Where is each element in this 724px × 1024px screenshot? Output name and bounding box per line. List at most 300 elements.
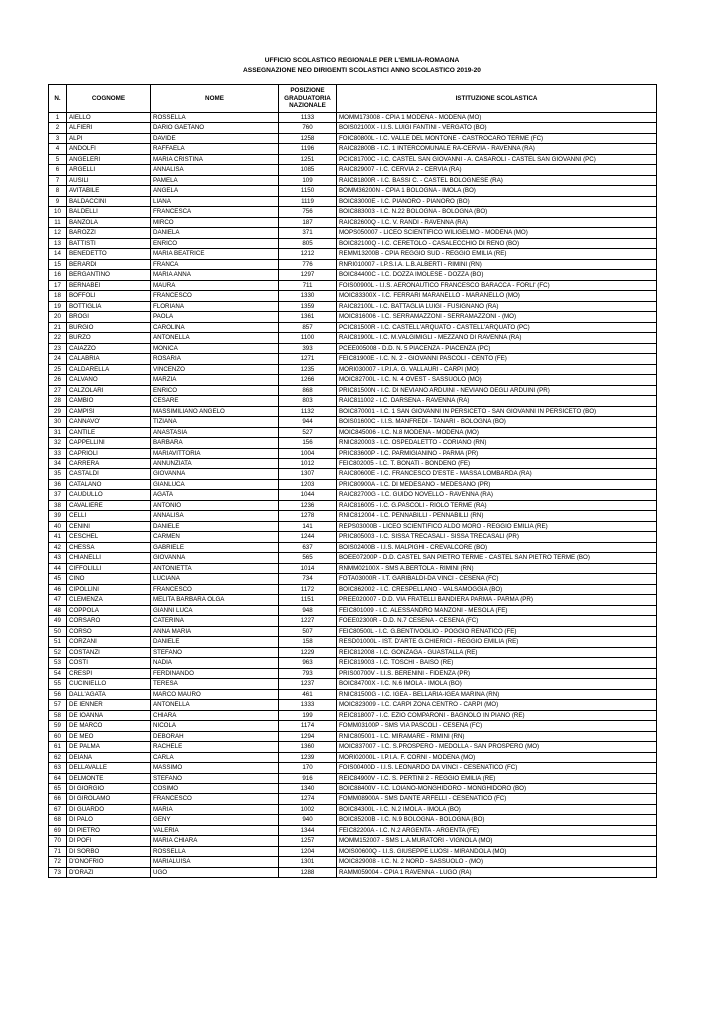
row-number: 65 — [49, 784, 67, 794]
ranking-cell: 1294 — [279, 731, 337, 741]
surname-cell: CALVANO — [67, 375, 151, 385]
name-cell: FRANCESCO — [151, 584, 279, 594]
name-cell: CAROLINA — [151, 322, 279, 332]
table-row — [49, 417, 657, 427]
table-row — [49, 312, 657, 322]
surname-cell: CLEMENZA — [67, 595, 151, 605]
name-cell: FERDINANDO — [151, 668, 279, 678]
name-cell: MARIALUISA — [151, 857, 279, 867]
ranking-cell: 805 — [279, 238, 337, 248]
ranking-cell: 1330 — [279, 291, 337, 301]
surname-cell: CHIANELLI — [67, 553, 151, 563]
ranking-cell: 1204 — [279, 846, 337, 856]
table-row — [49, 238, 657, 248]
table-row — [49, 375, 657, 385]
assignment-table — [48, 84, 657, 878]
row-number: 12 — [49, 228, 67, 238]
ranking-cell: 461 — [279, 689, 337, 699]
ranking-cell: 507 — [279, 626, 337, 636]
surname-cell: ALPI — [67, 133, 151, 143]
document-title-office: UFFICIO SCOLASTICO REGIONALE PER L'EMILIA-ROMAGNA — [264, 57, 460, 64]
name-cell: LIANA — [151, 196, 279, 206]
table-row — [49, 343, 657, 353]
surname-cell: CIPOLLINI — [67, 584, 151, 594]
name-cell: MASSIMILIANO ANGELO — [151, 406, 279, 416]
row-number: 23 — [49, 343, 67, 353]
row-number: 50 — [49, 626, 67, 636]
surname-cell: CAMBIO — [67, 396, 151, 406]
table-row — [49, 553, 657, 563]
table-row — [49, 574, 657, 584]
ranking-cell: 1172 — [279, 584, 337, 594]
row-number: 68 — [49, 815, 67, 825]
name-cell: ANGELA — [151, 186, 279, 196]
table-row — [49, 259, 657, 269]
school-cell: BOEE07200P - D.D. CASTEL SAN PIETRO TERME - CASTEL SAN PIETRO TERME (BO) — [337, 553, 657, 563]
row-number: 66 — [49, 794, 67, 804]
ranking-cell: 1150 — [279, 186, 337, 196]
name-cell: CATERINA — [151, 616, 279, 626]
table-row — [49, 511, 657, 521]
table-row — [49, 123, 657, 133]
school-cell: RNIC812004 - I.C. PENNABILLI - PENNABILLI (RN) — [337, 511, 657, 521]
name-cell: FRANCESCO — [151, 291, 279, 301]
ranking-cell: 916 — [279, 773, 337, 783]
ranking-cell: 1085 — [279, 165, 337, 175]
name-cell: GIANNI LUCA — [151, 605, 279, 615]
name-cell: MARIAVITTORIA — [151, 448, 279, 458]
surname-cell: AVITABILE — [67, 186, 151, 196]
surname-cell: DE IOANNA — [67, 710, 151, 720]
name-cell: FRANCESCO — [151, 794, 279, 804]
row-number: 28 — [49, 396, 67, 406]
school-cell: FEIC82200A - I.C. N.2 ARGENTA - ARGENTA (FE) — [337, 825, 657, 835]
table-row — [49, 385, 657, 395]
surname-cell: BURZO — [67, 333, 151, 343]
table-row — [49, 846, 657, 856]
ranking-cell: 1307 — [279, 469, 337, 479]
table-row — [49, 175, 657, 185]
table-row — [49, 532, 657, 542]
row-number: 21 — [49, 322, 67, 332]
row-number: 48 — [49, 605, 67, 615]
ranking-cell: 1236 — [279, 500, 337, 510]
school-cell: MOMM173008 - CPIA 1 MODENA - MODENA (MO) — [337, 113, 657, 123]
ranking-cell: 711 — [279, 280, 337, 290]
school-cell: RAIC80600E - I.C. FRANCESCO D'ESTE - MASSA LOMBARDA (RA) — [337, 469, 657, 479]
ranking-cell: 1012 — [279, 458, 337, 468]
table-row — [49, 322, 657, 332]
table-row — [49, 427, 657, 437]
name-cell: MASSIMO — [151, 763, 279, 773]
name-cell: ANTONIETTA — [151, 563, 279, 573]
surname-cell: DELLAVALLE — [67, 763, 151, 773]
surname-cell: BOFFOLI — [67, 291, 151, 301]
name-cell: RAFFAELA — [151, 144, 279, 154]
name-cell: NICOLA — [151, 721, 279, 731]
table-row — [49, 825, 657, 835]
surname-cell: ANGELERI — [67, 154, 151, 164]
table-row — [49, 605, 657, 615]
table-row — [49, 668, 657, 678]
ranking-cell: 1297 — [279, 270, 337, 280]
name-cell: MELITA BARBARA OLGA — [151, 595, 279, 605]
school-cell: RAIC81900L - I.C. M.VALGIMIGLI - MEZZANO DI RAVENNA (RA) — [337, 333, 657, 343]
school-cell: FOIS00900L - I.I.S. AERONAUTICO FRANCESCO BARACCA - FORLI' (FC) — [337, 280, 657, 290]
school-cell: PCEE005008 - D.D. N. 5 PIACENZA - PIACENZA (PC) — [337, 343, 657, 353]
table-row — [49, 438, 657, 448]
row-number: 51 — [49, 637, 67, 647]
table-row — [49, 721, 657, 731]
table-row — [49, 815, 657, 825]
surname-cell: BENEDETTO — [67, 249, 151, 259]
ranking-cell: 1274 — [279, 794, 337, 804]
row-number: 43 — [49, 553, 67, 563]
row-number: 61 — [49, 742, 67, 752]
ranking-cell: 1359 — [279, 301, 337, 311]
name-cell: ANNA MARIA — [151, 626, 279, 636]
surname-cell: BERGANTINO — [67, 270, 151, 280]
school-cell: PCIC81500R - I.C. CASTELL'ARQUATO - CASTELL'ARQUATO (PC) — [337, 322, 657, 332]
name-cell: CESARE — [151, 396, 279, 406]
school-cell: RAIC82100L - I.C. BATTAGLIA LUIGI - FUSIGNANO (RA) — [337, 301, 657, 311]
name-cell: DARIO GAETANO — [151, 123, 279, 133]
column-header-school: ISTITUZIONE SCOLASTICA — [337, 85, 657, 113]
name-cell: MARIA ANNA — [151, 270, 279, 280]
school-cell: MOIC82700L - I.C. N. 4 OVEST - SASSUOLO (MO) — [337, 375, 657, 385]
name-cell: TIZIANA — [151, 417, 279, 427]
surname-cell: BALDELLI — [67, 207, 151, 217]
ranking-cell: 1237 — [279, 679, 337, 689]
surname-cell: DI PIETRO — [67, 825, 151, 835]
column-header-number: N. — [49, 85, 67, 113]
row-number: 53 — [49, 658, 67, 668]
row-number: 29 — [49, 406, 67, 416]
table-row — [49, 133, 657, 143]
name-cell: ANNUNZIATA — [151, 458, 279, 468]
surname-cell: BERARDI — [67, 259, 151, 269]
name-cell: LUCIANA — [151, 574, 279, 584]
row-number: 69 — [49, 825, 67, 835]
name-cell: NADIA — [151, 658, 279, 668]
row-number: 38 — [49, 500, 67, 510]
school-cell: RAIC82800B - I.C. 1 INTERCOMUNALE RA-CERVIA - RAVENNA (RA) — [337, 144, 657, 154]
surname-cell: CENINI — [67, 521, 151, 531]
table-row — [49, 196, 657, 206]
school-cell: FEIC802005 - I.C. T. BONATI - BONDENO (FE) — [337, 458, 657, 468]
table-row — [49, 804, 657, 814]
name-cell: GABRIELE — [151, 542, 279, 552]
surname-cell: DELMONTE — [67, 773, 151, 783]
surname-cell: CAUDULLO — [67, 490, 151, 500]
table-row — [49, 679, 657, 689]
school-cell: RAIC82600Q - I.C. V. RANDI - RAVENNA (RA) — [337, 217, 657, 227]
table-row — [49, 689, 657, 699]
ranking-cell: 944 — [279, 417, 337, 427]
school-cell: RNRI010007 - I.P.S.I.A. L.B.ALBERTI - RIMINI (RN) — [337, 259, 657, 269]
row-number: 54 — [49, 668, 67, 678]
surname-cell: DEIANA — [67, 752, 151, 762]
table-row — [49, 291, 657, 301]
table-row — [49, 301, 657, 311]
row-number: 73 — [49, 867, 67, 877]
school-cell: RESD01000L - IST. D'ARTE G.CHIERICI - REGGIO EMILIA (RE) — [337, 637, 657, 647]
ranking-cell: 109 — [279, 175, 337, 185]
table-row — [49, 521, 657, 531]
table-row — [49, 836, 657, 846]
surname-cell: CORSARO — [67, 616, 151, 626]
table-row — [49, 595, 657, 605]
row-number: 17 — [49, 280, 67, 290]
surname-cell: COSTI — [67, 658, 151, 668]
name-cell: BARBARA — [151, 438, 279, 448]
row-number: 36 — [49, 479, 67, 489]
document-title-assignment: ASSEGNAZIONE NEO DIRIGENTI SCOLASTICI ANNO SCOLASTICO 2019-20 — [243, 66, 481, 74]
school-cell: BOIC84700X - I.C. N.6 IMOLA - IMOLA (BO) — [337, 679, 657, 689]
table-row — [49, 154, 657, 164]
name-cell: CARMEN — [151, 532, 279, 542]
name-cell: ROSSELLA — [151, 113, 279, 123]
surname-cell: CALZOLARI — [67, 385, 151, 395]
school-cell: MOIC829008 - I.C. N. 2 NORD - SASSUOLO - (MO) — [337, 857, 657, 867]
name-cell: MARCO MAURO — [151, 689, 279, 699]
table-row — [49, 217, 657, 227]
name-cell: ANNALISA — [151, 511, 279, 521]
surname-cell: ALFIERI — [67, 123, 151, 133]
surname-cell: D'ONOFRIO — [67, 857, 151, 867]
table-row — [49, 249, 657, 259]
table-row — [49, 354, 657, 364]
row-number: 13 — [49, 238, 67, 248]
table-row — [49, 500, 657, 510]
surname-cell: DE MARCO — [67, 721, 151, 731]
surname-cell: BANZOLA — [67, 217, 151, 227]
school-cell: BOIS01600C - I.I.S. MANFREDI - TANARI - BOLOGNA (BO) — [337, 417, 657, 427]
ranking-cell: 1344 — [279, 825, 337, 835]
surname-cell: CIFFOLILLI — [67, 563, 151, 573]
table-row — [49, 626, 657, 636]
name-cell: UGO — [151, 867, 279, 877]
row-number: 34 — [49, 458, 67, 468]
ranking-cell: 1132 — [279, 406, 337, 416]
table-row — [49, 637, 657, 647]
surname-cell: CASTALDI — [67, 469, 151, 479]
name-cell: ROSSELLA — [151, 846, 279, 856]
ranking-cell: 1203 — [279, 479, 337, 489]
school-cell: BOIC85200B - I.C. N.9 BOLOGNA - BOLOGNA (BO) — [337, 815, 657, 825]
row-number: 49 — [49, 616, 67, 626]
school-cell: FEIC801009 - I.C. ALESSANDRO MANZONI - MESOLA (FE) — [337, 605, 657, 615]
school-cell: PRIC83600P - I.C. PARMIGIANINO - PARMA (PR) — [337, 448, 657, 458]
surname-cell: COSTANZI — [67, 647, 151, 657]
row-number: 3 — [49, 133, 67, 143]
ranking-cell: 760 — [279, 123, 337, 133]
row-number: 24 — [49, 354, 67, 364]
row-number: 9 — [49, 196, 67, 206]
surname-cell: DE PALMA — [67, 742, 151, 752]
column-header-surname: COGNOME — [67, 85, 151, 113]
column-header-ranking: POSIZIONE GRADUATORIA NAZIONALE — [279, 85, 337, 113]
ranking-cell: 1004 — [279, 448, 337, 458]
row-number: 67 — [49, 804, 67, 814]
school-cell: PRIC81500N - I.C. DI NEVIANO ARDUINI - NEVIANO DEGLI ARDUINI (PR) — [337, 385, 657, 395]
school-cell: RAIC82700G - I.C. GUIDO NOVELLO - RAVENNA (RA) — [337, 490, 657, 500]
surname-cell: BAROZZI — [67, 228, 151, 238]
row-number: 57 — [49, 700, 67, 710]
ranking-cell: 1361 — [279, 312, 337, 322]
surname-cell: COPPOLA — [67, 605, 151, 615]
school-cell: BOIC883003 - I.C. N.22 BOLOGNA - BOLOGNA (BO) — [337, 207, 657, 217]
surname-cell: CUCINIELLO — [67, 679, 151, 689]
school-cell: MOIC845006 - I.C. N.8 MODENA - MODENA (MO) — [337, 427, 657, 437]
row-number: 46 — [49, 584, 67, 594]
ranking-cell: 857 — [279, 322, 337, 332]
ranking-cell: 1014 — [279, 563, 337, 573]
school-cell: BOIC870001 - I.C. 1 SAN GIOVANNI IN PERSICETO - SAN GIOVANNI IN PERSICETO (BO) — [337, 406, 657, 416]
school-cell: PRIS00700V - I.I.S. BERENINI - FIDENZA (PR) — [337, 668, 657, 678]
name-cell: PAMELA — [151, 175, 279, 185]
surname-cell: ANDOLFI — [67, 144, 151, 154]
table-row — [49, 773, 657, 783]
ranking-cell: 187 — [279, 217, 337, 227]
school-cell: MOIC816006 - I.C. SERRAMAZZONI - SERRAMAZZONI - (MO) — [337, 312, 657, 322]
name-cell: ANTONELLA — [151, 700, 279, 710]
ranking-cell: 371 — [279, 228, 337, 238]
surname-cell: AIELLO — [67, 113, 151, 123]
name-cell: GIOVANNA — [151, 553, 279, 563]
surname-cell: CANNAVO' — [67, 417, 151, 427]
surname-cell: DI PALO — [67, 815, 151, 825]
surname-cell: BURGIO — [67, 322, 151, 332]
name-cell: ANASTASIA — [151, 427, 279, 437]
ranking-cell: 803 — [279, 396, 337, 406]
row-number: 62 — [49, 752, 67, 762]
school-cell: FEIC81900E - I.C. N. 2 - GIOVANNI PASCOLI - CENTO (FE) — [337, 354, 657, 364]
school-cell: RAIC81800R - I.C. BASSI C. - CASTEL BOLOGNESE (RA) — [337, 175, 657, 185]
document-header — [0, 56, 724, 75]
row-number: 32 — [49, 438, 67, 448]
school-cell: FOEE02300R - D.D. N.7 CESENA - CESENA (FC) — [337, 616, 657, 626]
row-number: 5 — [49, 154, 67, 164]
ranking-cell: 1333 — [279, 700, 337, 710]
row-number: 19 — [49, 301, 67, 311]
name-cell: MONICA — [151, 343, 279, 353]
table-row — [49, 490, 657, 500]
ranking-cell: 1151 — [279, 595, 337, 605]
school-cell: FOTA03000R - I.T. GARIBALDI-DA VINCI - CESENA (FC) — [337, 574, 657, 584]
school-cell: FOMM03100P - SMS VIA PASCOLI - CESENA (FC) — [337, 721, 657, 731]
surname-cell: DI GIORGIO — [67, 784, 151, 794]
name-cell: TERESA — [151, 679, 279, 689]
row-number: 15 — [49, 259, 67, 269]
ranking-cell: 1100 — [279, 333, 337, 343]
ranking-cell: 1119 — [279, 196, 337, 206]
surname-cell: CAMPISI — [67, 406, 151, 416]
table-row — [49, 794, 657, 804]
table-row — [49, 784, 657, 794]
school-cell: BOIS02400B - I.I.S. MALPIGHI - CREVALCORE (BO) — [337, 542, 657, 552]
surname-cell: CORZANI — [67, 637, 151, 647]
school-cell: BOIC83000E - I.C. PIANORO - PIANORO (BO) — [337, 196, 657, 206]
school-cell: BOMM36200N - CPIA 1 BOLOGNA - IMOLA (BO) — [337, 186, 657, 196]
school-cell: MOIC83300X - I.C. FERRARI MARANELLO - MARANELLO (MO) — [337, 291, 657, 301]
row-number: 6 — [49, 165, 67, 175]
ranking-cell: 637 — [279, 542, 337, 552]
school-cell: BOIC88400V - I.C. LOIANO-MONGHIDORO - MONGHIDORO (BO) — [337, 784, 657, 794]
school-cell: BOIC84300L - I.C. N.2 IMOLA - IMOLA (BO) — [337, 804, 657, 814]
school-cell: PCIC81700C - I.C. CASTEL SAN GIOVANNI - A. CASAROLI - CASTEL SAN GIOVANNI (PC) — [337, 154, 657, 164]
ranking-cell: 1239 — [279, 752, 337, 762]
school-cell: RNMM02100X - SMS A.BERTOLA - RIMINI (RN) — [337, 563, 657, 573]
ranking-cell: 158 — [279, 637, 337, 647]
row-number: 33 — [49, 448, 67, 458]
surname-cell: DE MEO — [67, 731, 151, 741]
table-row — [49, 700, 657, 710]
table-row — [49, 647, 657, 657]
table-header-row — [49, 85, 657, 113]
table-row — [49, 563, 657, 573]
row-number: 22 — [49, 333, 67, 343]
ranking-cell: 776 — [279, 259, 337, 269]
name-cell: FRANCA — [151, 259, 279, 269]
surname-cell: CAIAZZO — [67, 343, 151, 353]
name-cell: ANTONELLA — [151, 333, 279, 343]
name-cell: GIOVANNA — [151, 469, 279, 479]
table-row — [49, 144, 657, 154]
surname-cell: DALL'AGATA — [67, 689, 151, 699]
school-cell: PREE020007 - D.D. VIA FRATELLI BANDIERA PARMA - PARMA (PR) — [337, 595, 657, 605]
name-cell: MAURA — [151, 280, 279, 290]
table-row — [49, 406, 657, 416]
ranking-cell: 1257 — [279, 836, 337, 846]
school-cell: REIC818007 - I.C. EZIO COMPARONI - BAGNOLO IN PIANO (RE) — [337, 710, 657, 720]
row-number: 30 — [49, 417, 67, 427]
surname-cell: CINO — [67, 574, 151, 584]
name-cell: DEBORAH — [151, 731, 279, 741]
row-number: 58 — [49, 710, 67, 720]
row-number: 40 — [49, 521, 67, 531]
table-row — [49, 333, 657, 343]
table-row — [49, 396, 657, 406]
ranking-cell: 1212 — [279, 249, 337, 259]
surname-cell: DI POFI — [67, 836, 151, 846]
name-cell: CARLA — [151, 752, 279, 762]
name-cell: VALERIA — [151, 825, 279, 835]
ranking-cell: 1360 — [279, 742, 337, 752]
school-cell: FOIS00400D - I.I.S. LEONARDO DA VINCI - CESENATICO (FC) — [337, 763, 657, 773]
ranking-cell: 565 — [279, 553, 337, 563]
surname-cell: BALDACCINI — [67, 196, 151, 206]
table-body — [49, 113, 657, 878]
table-row — [49, 270, 657, 280]
table-row — [49, 458, 657, 468]
name-cell: CHIARA — [151, 710, 279, 720]
name-cell: STEFANO — [151, 773, 279, 783]
surname-cell: CALDARELLA — [67, 364, 151, 374]
row-number: 55 — [49, 679, 67, 689]
name-cell: COSIMO — [151, 784, 279, 794]
surname-cell: CATALANO — [67, 479, 151, 489]
row-number: 14 — [49, 249, 67, 259]
table-row — [49, 479, 657, 489]
name-cell: MARIA — [151, 804, 279, 814]
name-cell: ANNALISA — [151, 165, 279, 175]
row-number: 27 — [49, 385, 67, 395]
school-cell: MOIC823009 - I.C. CARPI ZONA CENTRO - CARPI (MO) — [337, 700, 657, 710]
surname-cell: CARRERA — [67, 458, 151, 468]
row-number: 20 — [49, 312, 67, 322]
school-cell: MOIC837007 - I.C. S.PROSPERO - MEDOLLA - SAN PROSPERO (MO) — [337, 742, 657, 752]
